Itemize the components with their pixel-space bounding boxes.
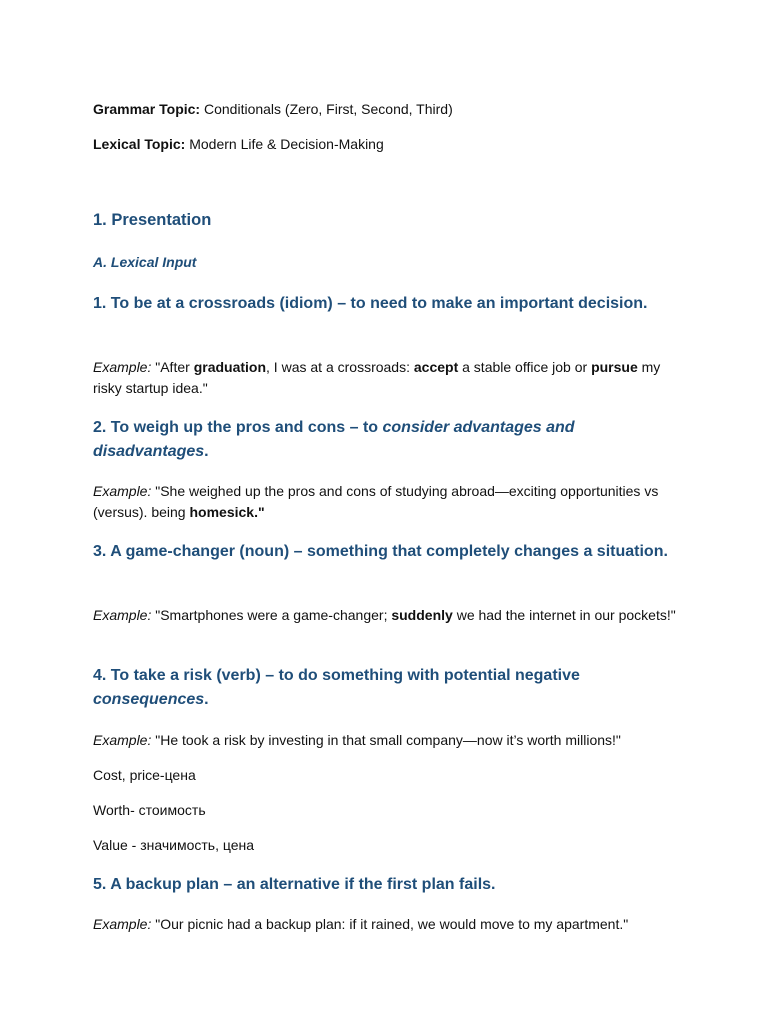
grammar-topic-line: [93, 99, 676, 120]
lexical-input-heading: A. Lexical Input: [93, 254, 197, 270]
item-1-example: [93, 357, 676, 399]
example-text: "He took a risk by investing in that small company—now it’s worth millions!": [151, 732, 621, 748]
example-label: Example:: [93, 483, 152, 499]
example-label: Example:: [93, 359, 152, 375]
keyword: accept: [413, 359, 459, 375]
heading-italic-text: consequences: [93, 691, 205, 708]
grammar-topic-value: Conditionals (Zero, First, Second, Third): [200, 101, 453, 117]
example-text: "After: [151, 359, 194, 375]
item-5-example: [93, 914, 676, 935]
keyword: graduation: [193, 359, 267, 375]
example-text: my risky startup idea.": [93, 359, 661, 396]
item-2-heading: [93, 416, 676, 464]
presentation-heading: 1. Presentation: [93, 211, 212, 229]
example-text: "Smartphones were a game-changer;: [151, 607, 392, 623]
item-4-example: [93, 730, 676, 751]
grammar-topic-label: Grammar Topic:: [93, 101, 201, 117]
example-label: Example:: [93, 916, 152, 932]
item-4-heading: [93, 664, 676, 712]
keyword: homesick.": [189, 504, 265, 520]
heading-italic-text: consider advantages and disadvantages: [93, 419, 575, 460]
example-text: , I was at a crossroads:: [266, 359, 414, 375]
note-line: Value - значимость, цена: [93, 837, 255, 853]
example-label: Example:: [93, 732, 152, 748]
lexical-topic-label: Lexical Topic:: [93, 136, 186, 152]
item-3-example: [93, 605, 676, 626]
heading-text: 2. To weigh up the pros and cons – to: [93, 419, 383, 436]
example-text: "She weighed up the pros and cons of studying abroad—exciting opportunities vs (versus). being: [93, 483, 659, 520]
example-label: Example:: [93, 607, 152, 623]
item-5-heading: 5. A backup plan – an alternative if the first plan fails.: [93, 876, 496, 893]
heading-text: 4. To take a risk (verb) – to do something with potential negative: [93, 667, 580, 684]
heading-text: .: [204, 691, 209, 708]
item-3-heading: 3. A game-changer (noun) – something that completely changes a situation.: [93, 543, 668, 560]
keyword: pursue: [591, 359, 638, 375]
example-text: "Our picnic had a backup plan: if it rained, we would move to my apartment.": [151, 916, 629, 932]
lexical-topic-value: Modern Life & Decision-Making: [185, 136, 384, 152]
item-2-example: [93, 481, 676, 523]
note-line: Cost, price-цена: [93, 767, 196, 783]
heading-text: .: [204, 443, 209, 460]
example-text: a stable office job or: [458, 359, 592, 375]
lexical-topic-line: [93, 134, 676, 155]
keyword: suddenly: [391, 607, 453, 623]
example-text: we had the internet in our pockets!": [452, 607, 676, 623]
item-1-heading: 1. To be at a crossroads (idiom) – to need to make an important decision.: [93, 295, 648, 312]
note-line: Worth- стоимость: [93, 802, 206, 818]
